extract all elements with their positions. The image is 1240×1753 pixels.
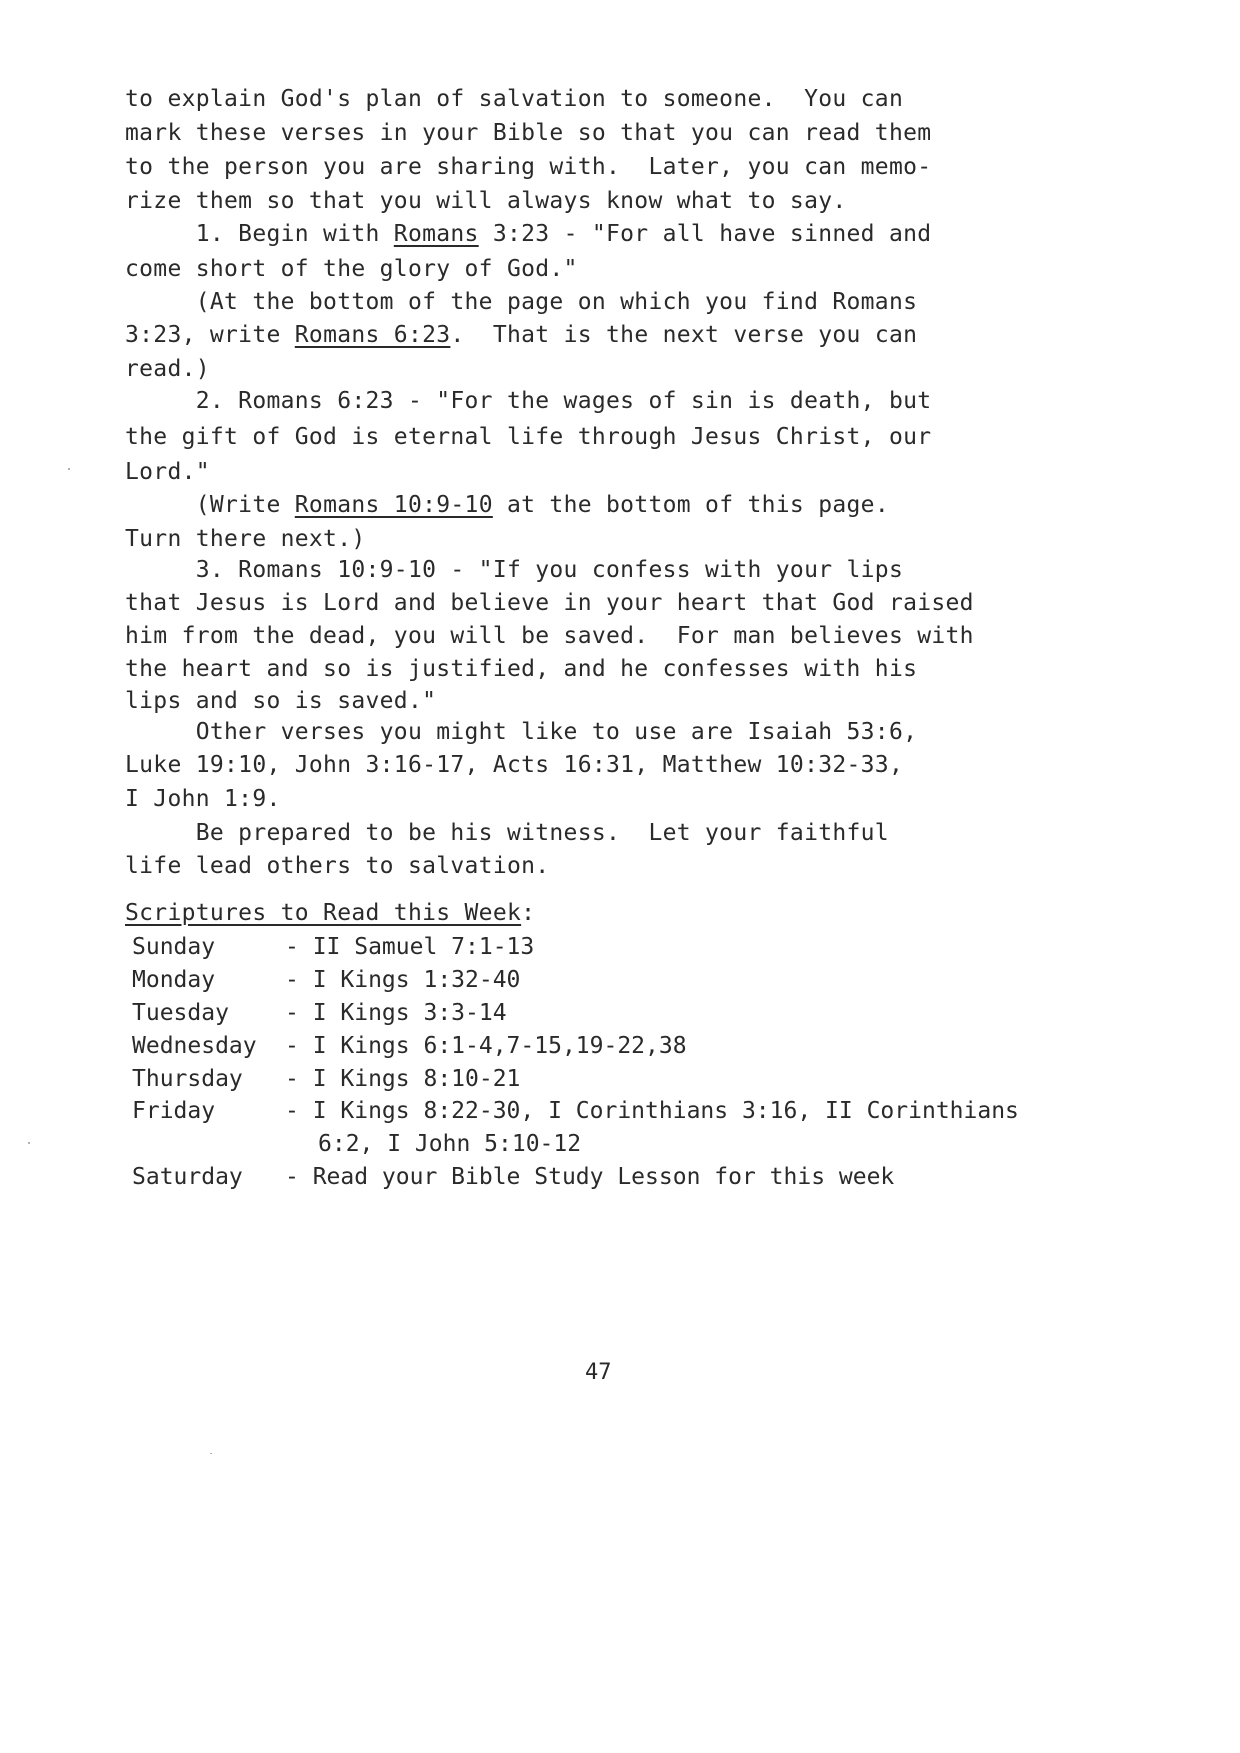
body-line: lips and so is saved.": [125, 688, 437, 714]
body-line: Other verses you might like to use are Isaiah 53:6,: [125, 719, 918, 745]
schedule-reference: - Read your Bible Study Lesson for this week: [285, 1164, 895, 1190]
schedule-reference: - I Kings 8:10-21: [285, 1066, 521, 1092]
page-number: 47: [585, 1360, 612, 1385]
body-line: him from the dead, you will be saved. For man believes with: [125, 623, 974, 649]
body-line: Lord.": [125, 459, 210, 485]
body-line: I John 1:9.: [125, 786, 281, 812]
schedule-heading-text: Scriptures to Read this Week: [125, 900, 522, 926]
schedule-day: Tuesday: [132, 1000, 229, 1026]
body-line: Turn there next.): [125, 526, 366, 552]
body-line: read.): [125, 356, 210, 382]
item1-quote: 3:23 - "For all have sinned and: [478, 221, 932, 247]
item1-prefix: 1. Begin with: [125, 221, 394, 247]
reference-romans-6-23: Romans 6:23: [294, 322, 451, 348]
body-line: that Jesus is Lord and believe in your heart that God raised: [125, 590, 974, 616]
line-prefix: (Write: [125, 492, 295, 518]
body-line: to the person you are sharing with. Later, you can memo-: [125, 154, 932, 180]
schedule-day: Friday: [132, 1098, 216, 1124]
schedule-heading: [125, 898, 535, 928]
scan-speck: [210, 1453, 212, 1454]
body-line: mark these verses in your Bible so that you can read them: [125, 120, 932, 146]
body-line: Be prepared to be his witness. Let your faithful: [125, 820, 889, 846]
schedule-day: Thursday: [132, 1066, 243, 1092]
schedule-heading-colon: :: [521, 900, 536, 926]
body-line: rize them so that you will always know what to say.: [125, 188, 847, 214]
body-line: life lead others to salvation.: [125, 853, 550, 879]
line-suffix: . That is the next verse you can: [450, 322, 918, 348]
verse-item-3: 3. Romans 10:9-10 - "If you confess with your lips: [125, 557, 904, 583]
scan-speck: [68, 468, 70, 470]
line-prefix: 3:23, write: [125, 322, 295, 348]
schedule-day: Wednesday: [132, 1033, 257, 1059]
body-line: Luke 19:10, John 3:16-17, Acts 16:31, Matthew 10:32-33,: [125, 752, 904, 778]
body-line-with-reference: [125, 320, 917, 350]
reference-romans-10-9-10: Romans 10:9-10: [294, 492, 493, 518]
schedule-reference: - I Kings 1:32-40: [285, 967, 521, 993]
line-suffix: at the bottom of this page.: [492, 492, 889, 518]
body-line: to explain God's plan of salvation to someone. You can: [125, 86, 904, 112]
schedule-reference: - I Kings 3:3-14: [285, 1000, 507, 1026]
body-line: the gift of God is eternal life through Jesus Christ, our: [125, 424, 932, 450]
schedule-day: Monday: [132, 967, 216, 993]
schedule-day: Saturday: [132, 1164, 243, 1190]
schedule-reference-continuation: 6:2, I John 5:10-12: [318, 1131, 582, 1157]
item1-reference: Romans: [393, 221, 479, 247]
scan-speck: [28, 1142, 30, 1144]
body-line-with-reference: [125, 490, 889, 520]
schedule-reference: - I Kings 8:22-30, I Corinthians 3:16, II Corinthians: [285, 1098, 1019, 1124]
body-line: (At the bottom of the page on which you find Romans: [125, 289, 918, 315]
schedule-day: Sunday: [132, 934, 216, 960]
schedule-reference: - II Samuel 7:1-13: [285, 934, 535, 960]
body-line: come short of the glory of God.": [125, 256, 578, 282]
verse-item-2: 2. Romans 6:23 - "For the wages of sin is death, but: [125, 388, 932, 414]
verse-item-1: [125, 219, 931, 249]
schedule-reference: - I Kings 6:1-4,7-15,19-22,38: [285, 1033, 687, 1059]
body-line: the heart and so is justified, and he confesses with his: [125, 656, 918, 682]
